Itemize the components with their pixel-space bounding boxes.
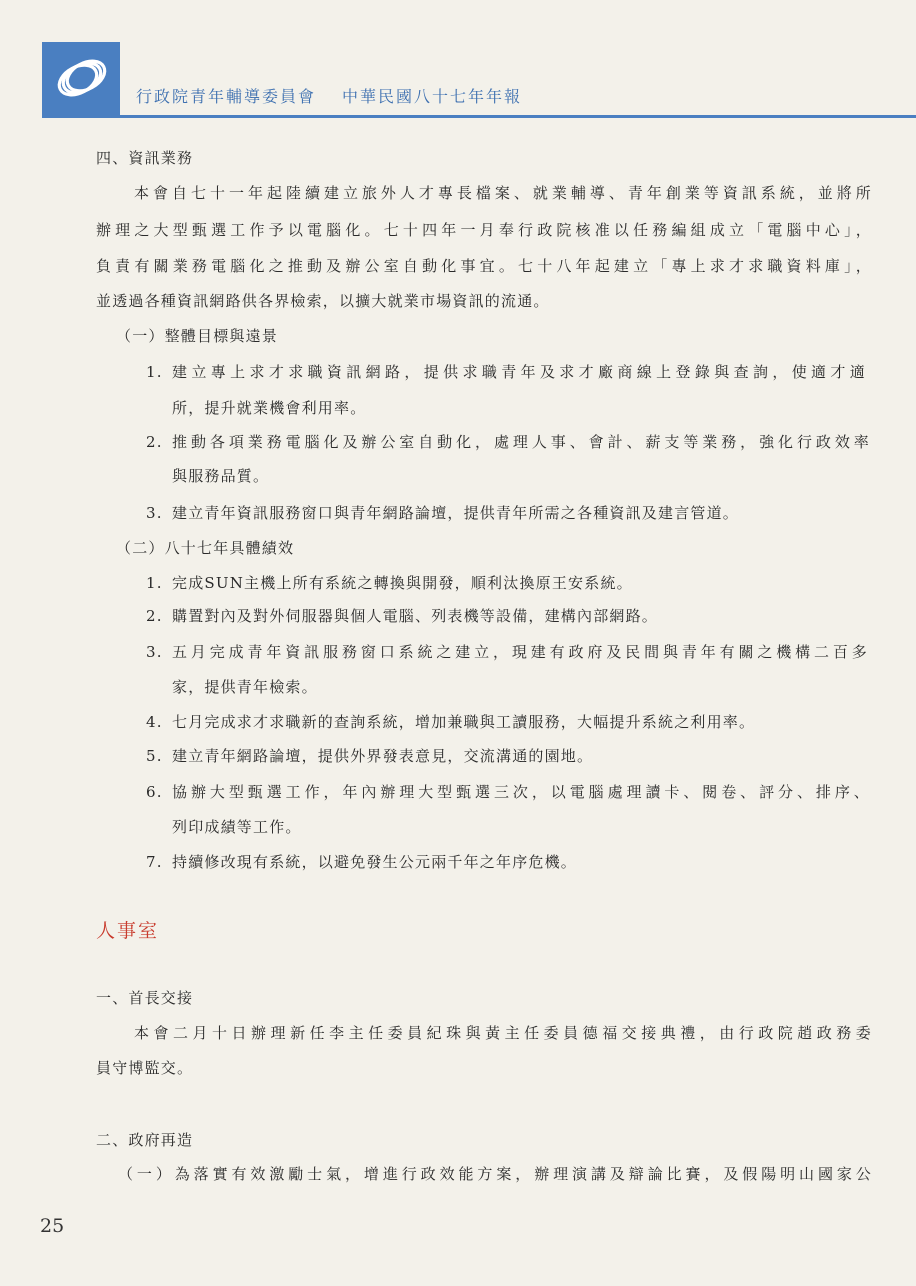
- sub1-item-1-num: 1.: [146, 363, 163, 381]
- sub2-item-6-line-1: 協辦大型甄選工作，年內辦理大型甄選三次，以電腦處理讀卡、閱卷、評分、排序、: [172, 783, 870, 801]
- info-intro-line-1: 本會自七十一年起陸續建立旅外人才專長檔案、就業輔導、青年創業等資訊系統，並將所: [134, 184, 872, 202]
- handover-line-2: 員守博監交。: [96, 1059, 194, 1077]
- sub2-heading: （二）八十七年具體績效: [116, 539, 295, 557]
- page-number: 25: [40, 1215, 65, 1237]
- sub1-item-2-num: 2.: [146, 433, 163, 451]
- sub2-item-2-num: 2.: [146, 607, 163, 625]
- sub2-item-3-num: 3.: [146, 643, 163, 661]
- sub2-item-6-num: 6.: [146, 783, 163, 801]
- sub2-item-3-line-2: 家，提供青年檢索。: [172, 678, 318, 696]
- header-divider: [42, 115, 916, 118]
- info-intro-line-3: 負責有關業務電腦化之推動及辦公室自動化事宜。七十八年起建立「專上求才求職資料庫」，: [96, 257, 872, 275]
- section-title-personnel: 人事室: [96, 920, 160, 942]
- sub1-item-3-line-1: 建立青年資訊服務窗口與青年網路論壇，提供青年所需之各種資訊及建言管道。: [172, 504, 740, 522]
- section-heading-info: 四、資訊業務: [96, 149, 194, 167]
- header-org: 行政院青年輔導委員會: [136, 87, 317, 106]
- sub1-item-1-line-1: 建立專上求才求職資訊網路，提供求職青年及求才廠商線上登錄與查詢，使適才適: [172, 363, 866, 381]
- sub2-item-1-line-1: 完成SUN主機上所有系統之轉換與開發，順利汰換原王安系統。: [172, 574, 633, 592]
- handover-heading: 一、首長交接: [96, 989, 194, 1007]
- sub2-item-5-num: 5.: [146, 747, 163, 765]
- sub1-item-3-num: 3.: [146, 504, 163, 522]
- info-intro-line-4: 並透過各種資訊網路供各界檢索，以擴大就業市場資訊的流通。: [96, 292, 550, 310]
- reform-heading: 二、政府再造: [96, 1131, 194, 1149]
- sub2-item-3-line-1: 五月完成青年資訊服務窗口系統之建立，現建有政府及民間與青年有關之機構二百多: [172, 643, 868, 661]
- sub2-item-6-line-2: 列印成績等工作。: [172, 818, 302, 836]
- handover-line-1: 本會二月十日辦理新任李主任委員紀珠與黃主任委員德福交接典禮，由行政院趙政務委: [134, 1024, 872, 1042]
- sub1-item-1-line-2: 所，提升就業機會利用率。: [172, 399, 367, 417]
- sub2-item-7-line-1: 持續修改現有系統，以避免發生公元兩千年之年序危機。: [172, 853, 578, 871]
- sub1-heading: （一）整體目標與遠景: [116, 327, 279, 345]
- reform-line-1: （一）為落實有效激勵士氣，增進行政效能方案，辦理演講及辯論比賽，及假陽明山國家公: [118, 1165, 872, 1183]
- sub1-item-2-line-2: 與服務品質。: [172, 467, 270, 485]
- sub1-item-2-line-1: 推動各項業務電腦化及辦公室自動化，處理人事、會計、薪支等業務，強化行政效率: [172, 433, 870, 451]
- ring-logo-icon: [42, 42, 120, 116]
- header-report: 中華民國八十七年年報: [342, 87, 523, 106]
- info-intro-line-2: 辦理之大型甄選工作予以電腦化。七十四年一月奉行政院核准以任務編組成立「電腦中心」，: [96, 221, 872, 239]
- sub2-item-1-num: 1.: [146, 574, 163, 592]
- sub2-item-5-line-1: 建立青年網路論壇，提供外界發表意見，交流溝通的園地。: [172, 747, 594, 765]
- logo-box: [42, 42, 120, 116]
- sub2-item-7-num: 7.: [146, 853, 163, 871]
- header-title: [136, 84, 522, 107]
- sub2-item-4-num: 4.: [146, 713, 163, 731]
- sub2-item-2-line-1: 購置對內及對外伺服器與個人電腦、列表機等設備，建構內部網路。: [172, 607, 659, 625]
- sub2-item-4-line-1: 七月完成求才求職新的查詢系統，增加兼職與工讀服務，大幅提升系統之利用率。: [172, 713, 756, 731]
